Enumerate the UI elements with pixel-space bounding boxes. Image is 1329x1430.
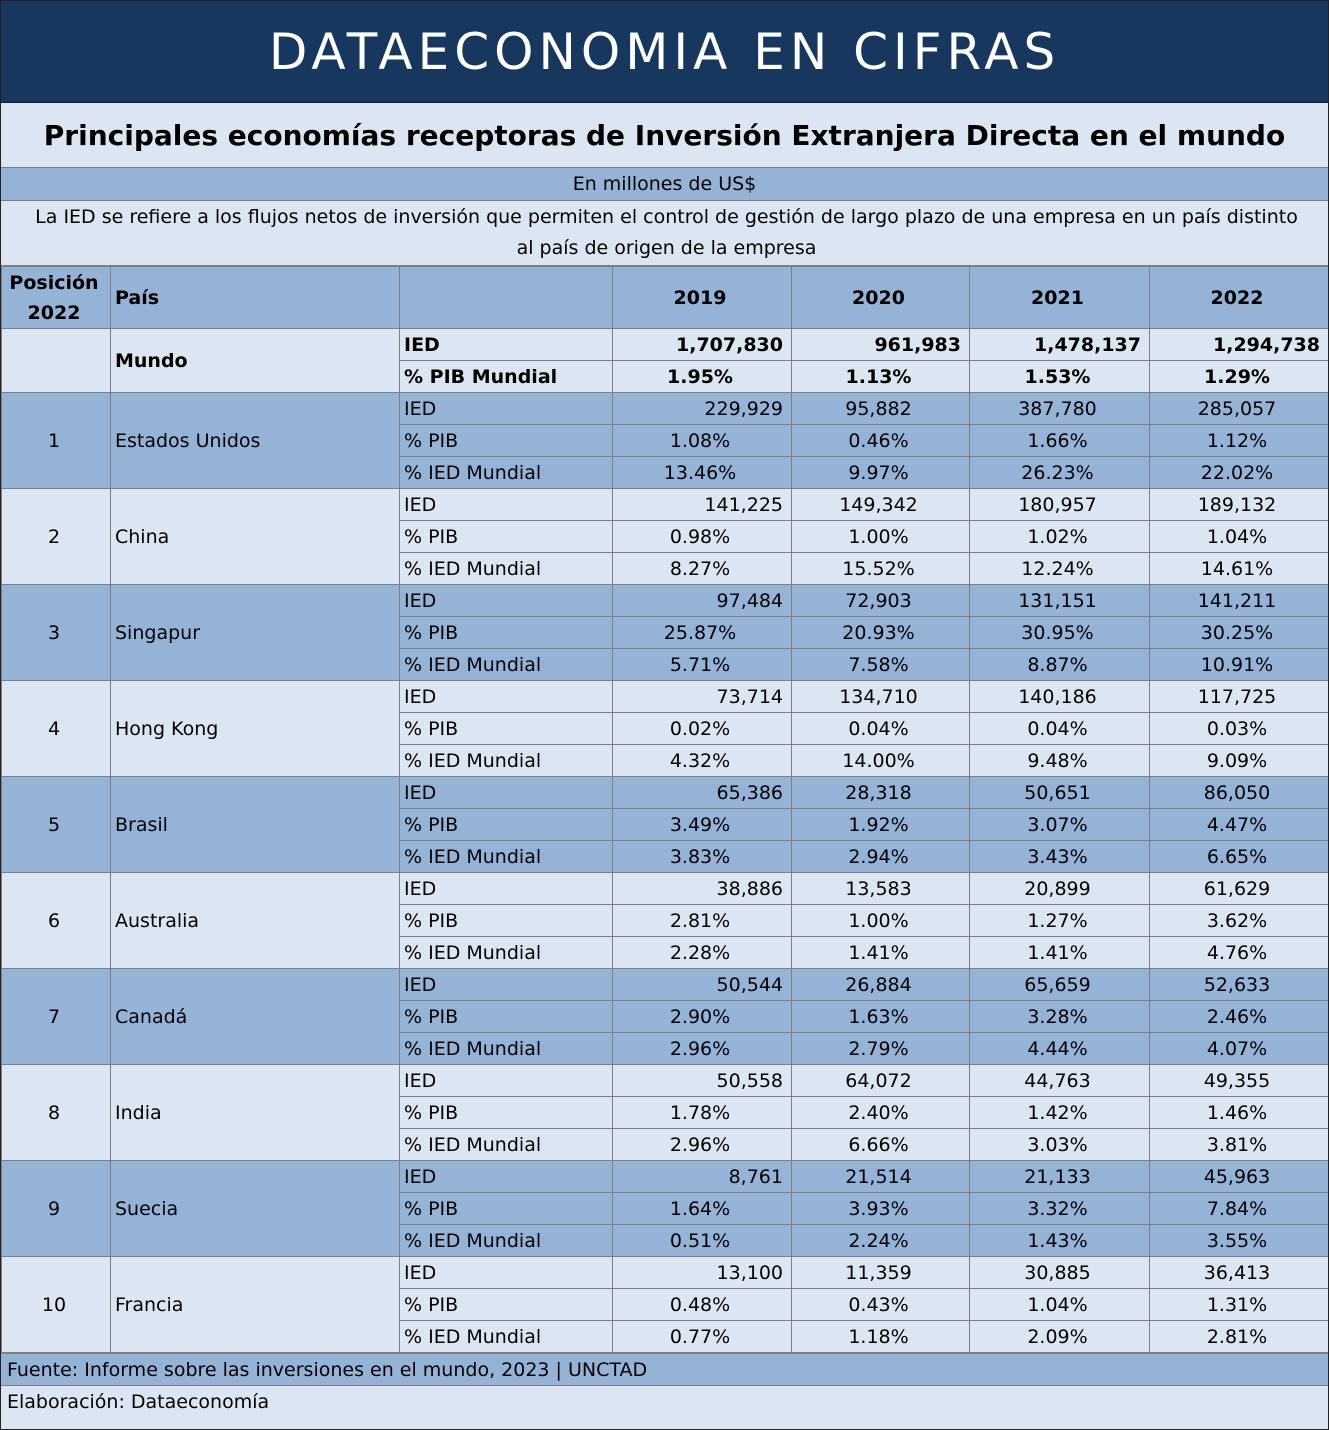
value-cell: 8.87% [970,649,1150,681]
value-cell: 97,484 [613,585,792,617]
header-row [2,267,1329,329]
value-cell: 3.62% [1150,905,1329,937]
value-cell: 1.64% [613,1193,792,1225]
metric-label: % IED Mundial [400,1225,613,1257]
value-cell: 1.42% [970,1097,1150,1129]
country-position: 7 [2,969,111,1065]
value-cell: 1.12% [1150,425,1329,457]
table-row [2,1257,1329,1289]
value-cell: 1.43% [970,1225,1150,1257]
metric-label: IED [400,329,613,361]
value-cell: 9.48% [970,745,1150,777]
fdi-table [1,266,1329,1353]
country-name: China [111,489,400,585]
value-cell: 1.02% [970,521,1150,553]
value-cell: 1.53% [970,361,1150,393]
metric-label: IED [400,1065,613,1097]
value-cell: 3.43% [970,841,1150,873]
table-row [2,681,1329,713]
value-cell: 0.02% [613,713,792,745]
value-cell: 1.08% [613,425,792,457]
country-position: 3 [2,585,111,681]
unit-note: En millones de US$ [1,168,1328,201]
country-name: Singapur [111,585,400,681]
country-position: 10 [2,1257,111,1353]
banner-title: DATAECONOMIA EN CIFRAS [1,1,1328,103]
value-cell: 7.84% [1150,1193,1329,1225]
value-cell: 9.09% [1150,745,1329,777]
metric-label: % IED Mundial [400,841,613,873]
header-position [2,267,111,329]
table-row [2,1161,1329,1193]
value-cell: 1.92% [792,809,970,841]
value-cell: 3.83% [613,841,792,873]
value-cell: 21,514 [792,1161,970,1193]
value-cell: 134,710 [792,681,970,713]
table-row [2,489,1329,521]
country-name: Estados Unidos [111,393,400,489]
country-name: Suecia [111,1161,400,1257]
metric-label: IED [400,969,613,1001]
metric-label: IED [400,393,613,425]
value-cell: 1.95% [613,361,792,393]
header-year: 2020 [792,267,970,329]
value-cell: 0.04% [792,713,970,745]
header-country: País [111,267,400,329]
value-cell: 131,151 [970,585,1150,617]
metric-label: % PIB [400,1097,613,1129]
value-cell: 72,903 [792,585,970,617]
value-cell: 1.27% [970,905,1150,937]
value-cell: 2.94% [792,841,970,873]
metric-label: % PIB Mundial [400,361,613,393]
country-group [2,585,1329,681]
value-cell: 6.66% [792,1129,970,1161]
value-cell: 12.24% [970,553,1150,585]
value-cell: 50,651 [970,777,1150,809]
value-cell: 141,211 [1150,585,1329,617]
value-cell: 9.97% [792,457,970,489]
value-cell: 2.46% [1150,1001,1329,1033]
table-row [2,393,1329,425]
country-position: 4 [2,681,111,777]
definition-note [1,201,1328,266]
value-cell: 2.81% [1150,1321,1329,1353]
country-group [2,393,1329,489]
value-cell: 285,057 [1150,393,1329,425]
metric-label: % PIB [400,1193,613,1225]
value-cell: 3.28% [970,1001,1150,1033]
value-cell: 22.02% [1150,457,1329,489]
country-name: India [111,1065,400,1161]
value-cell: 4.47% [1150,809,1329,841]
metric-label: % IED Mundial [400,1033,613,1065]
value-cell: 0.04% [970,713,1150,745]
value-cell: 1.63% [792,1001,970,1033]
header-position-year: 2022 [27,301,81,324]
country-position: 1 [2,393,111,489]
metric-label: % IED Mundial [400,937,613,969]
value-cell: 10.91% [1150,649,1329,681]
world-row [2,329,1329,361]
value-cell: 8.27% [613,553,792,585]
metric-label: IED [400,1161,613,1193]
value-cell: 7.58% [792,649,970,681]
metric-label: % IED Mundial [400,553,613,585]
country-position: 8 [2,1065,111,1161]
value-cell: 3.03% [970,1129,1150,1161]
definition-line-1: La IED se refiere a los flujos netos de inversión que permiten el control de gestión de largo plazo de una empresa en un país distinto [35,206,1298,228]
value-cell: 1.00% [792,905,970,937]
value-cell: 38,886 [613,873,792,905]
country-group [2,969,1329,1065]
page-title: Principales economías receptoras de Inversión Extranjera Directa en el mundo [1,103,1328,168]
value-cell: 4.07% [1150,1033,1329,1065]
value-cell: 52,633 [1150,969,1329,1001]
value-cell: 4.32% [613,745,792,777]
metric-label: IED [400,489,613,521]
value-cell: 149,342 [792,489,970,521]
value-cell: 4.76% [1150,937,1329,969]
metric-label: % PIB [400,425,613,457]
value-cell: 45,963 [1150,1161,1329,1193]
value-cell: 1.13% [792,361,970,393]
value-cell: 36,413 [1150,1257,1329,1289]
metric-label: % PIB [400,617,613,649]
country-name: Francia [111,1257,400,1353]
value-cell: 180,957 [970,489,1150,521]
value-cell: 2.09% [970,1321,1150,1353]
value-cell: 117,725 [1150,681,1329,713]
value-cell: 13.46% [613,457,792,489]
value-cell: 3.32% [970,1193,1150,1225]
world-name: Mundo [111,329,400,393]
value-cell: 229,929 [613,393,792,425]
value-cell: 65,386 [613,777,792,809]
value-cell: 2.81% [613,905,792,937]
value-cell: 3.55% [1150,1225,1329,1257]
country-position: 2 [2,489,111,585]
value-cell: 65,659 [970,969,1150,1001]
value-cell: 50,544 [613,969,792,1001]
value-cell: 73,714 [613,681,792,713]
value-cell: 95,882 [792,393,970,425]
source-note: Fuente: Informe sobre las inversiones en el mundo, 2023 | UNCTAD [1,1353,1328,1385]
value-cell: 2.28% [613,937,792,969]
metric-label: % IED Mundial [400,745,613,777]
value-cell: 21,133 [970,1161,1150,1193]
value-cell: 61,629 [1150,873,1329,905]
value-cell: 2.96% [613,1129,792,1161]
value-cell: 14.00% [792,745,970,777]
value-cell: 0.43% [792,1289,970,1321]
credit-note: Elaboración: Dataeconomía [1,1385,1328,1417]
country-name: Australia [111,873,400,969]
value-cell: 1.46% [1150,1097,1329,1129]
value-cell: 0.51% [613,1225,792,1257]
country-name: Canadá [111,969,400,1065]
value-cell: 50,558 [613,1065,792,1097]
value-cell: 1.00% [792,521,970,553]
value-cell: 3.93% [792,1193,970,1225]
country-group [2,873,1329,969]
value-cell: 1.41% [792,937,970,969]
value-cell: 1,478,137 [970,329,1150,361]
header-position-label: Posición [9,271,99,294]
metric-label: IED [400,585,613,617]
table-row [2,585,1329,617]
country-group [2,681,1329,777]
value-cell: 0.46% [792,425,970,457]
metric-label: % PIB [400,1001,613,1033]
value-cell: 387,780 [970,393,1150,425]
metric-label: % PIB [400,713,613,745]
metric-label: IED [400,681,613,713]
value-cell: 1.29% [1150,361,1329,393]
metric-label: % PIB [400,905,613,937]
value-cell: 2.24% [792,1225,970,1257]
metric-label: IED [400,1257,613,1289]
value-cell: 2.90% [613,1001,792,1033]
value-cell: 1.18% [792,1321,970,1353]
value-cell: 0.48% [613,1289,792,1321]
table-row [2,1065,1329,1097]
value-cell: 26.23% [970,457,1150,489]
header-metric [400,267,613,329]
value-cell: 20.93% [792,617,970,649]
header-year: 2022 [1150,267,1329,329]
metric-label: % PIB [400,521,613,553]
value-cell: 1.78% [613,1097,792,1129]
metric-label: % PIB [400,1289,613,1321]
value-cell: 6.65% [1150,841,1329,873]
value-cell: 1.31% [1150,1289,1329,1321]
table-row [2,777,1329,809]
value-cell: 30.95% [970,617,1150,649]
header-year: 2019 [613,267,792,329]
value-cell: 30.25% [1150,617,1329,649]
country-group [2,1257,1329,1353]
value-cell: 1.04% [1150,521,1329,553]
value-cell: 0.77% [613,1321,792,1353]
value-cell: 3.81% [1150,1129,1329,1161]
value-cell: 3.07% [970,809,1150,841]
metric-label: IED [400,873,613,905]
metric-label: % PIB [400,809,613,841]
value-cell: 1,707,830 [613,329,792,361]
value-cell: 2.96% [613,1033,792,1065]
value-cell: 2.79% [792,1033,970,1065]
value-cell: 141,225 [613,489,792,521]
value-cell: 49,355 [1150,1065,1329,1097]
value-cell: 0.03% [1150,713,1329,745]
country-name: Brasil [111,777,400,873]
metric-label: IED [400,777,613,809]
value-cell: 11,359 [792,1257,970,1289]
value-cell: 15.52% [792,553,970,585]
value-cell: 1.41% [970,937,1150,969]
value-cell: 5.71% [613,649,792,681]
definition-line-2: al país de origen de la empresa [516,237,817,259]
header-year: 2021 [970,267,1150,329]
country-group [2,1161,1329,1257]
country-group [2,489,1329,585]
table-row [2,969,1329,1001]
value-cell: 86,050 [1150,777,1329,809]
value-cell: 2.40% [792,1097,970,1129]
value-cell: 3.49% [613,809,792,841]
value-cell: 189,132 [1150,489,1329,521]
value-cell: 26,884 [792,969,970,1001]
country-position: 6 [2,873,111,969]
value-cell: 140,186 [970,681,1150,713]
world-position [2,329,111,393]
country-group [2,777,1329,873]
value-cell: 0.98% [613,521,792,553]
value-cell: 961,983 [792,329,970,361]
value-cell: 44,763 [970,1065,1150,1097]
country-name: Hong Kong [111,681,400,777]
value-cell: 1,294,738 [1150,329,1329,361]
metric-label: % IED Mundial [400,457,613,489]
metric-label: % IED Mundial [400,1129,613,1161]
value-cell: 4.44% [970,1033,1150,1065]
value-cell: 25.87% [613,617,792,649]
value-cell: 1.04% [970,1289,1150,1321]
value-cell: 1.66% [970,425,1150,457]
country-position: 9 [2,1161,111,1257]
country-group [2,1065,1329,1161]
value-cell: 30,885 [970,1257,1150,1289]
value-cell: 20,899 [970,873,1150,905]
value-cell: 14.61% [1150,553,1329,585]
table-row [2,873,1329,905]
metric-label: % IED Mundial [400,649,613,681]
country-position: 5 [2,777,111,873]
metric-label: % IED Mundial [400,1321,613,1353]
value-cell: 13,583 [792,873,970,905]
value-cell: 8,761 [613,1161,792,1193]
value-cell: 28,318 [792,777,970,809]
value-cell: 13,100 [613,1257,792,1289]
value-cell: 64,072 [792,1065,970,1097]
